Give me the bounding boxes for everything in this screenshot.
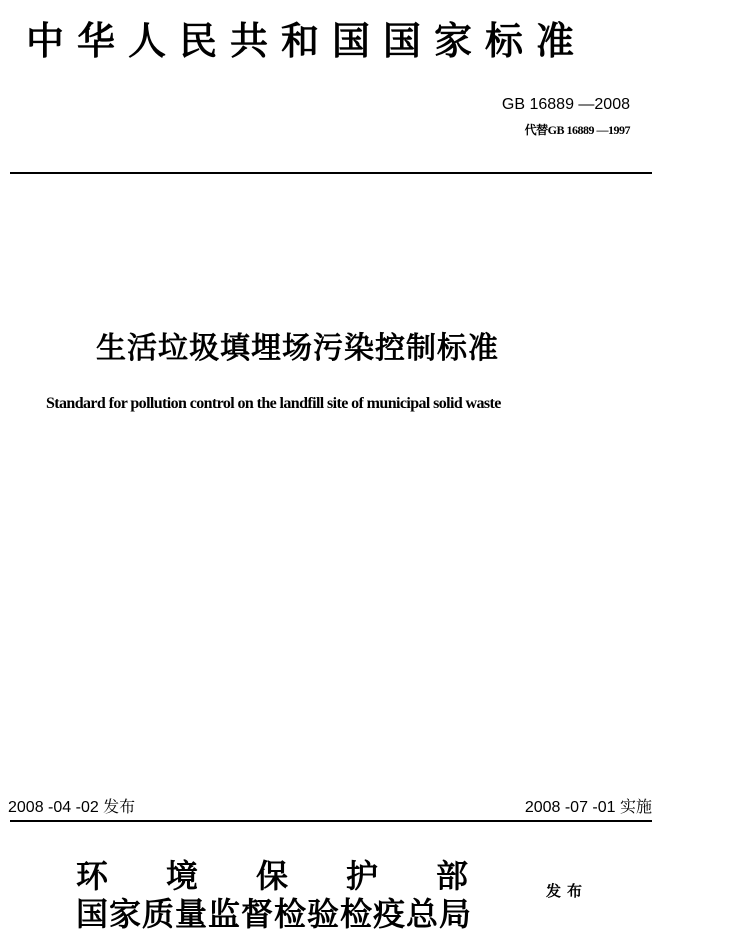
national-standard-title: 中华人民共和国国家标准 (26, 18, 588, 63)
issue-date: 2008 -04 -02 发布 (8, 799, 136, 816)
footer-divider (10, 820, 652, 822)
replaces-standard: 代替GB 16889 —1997 (524, 123, 630, 137)
header-divider (10, 172, 652, 174)
document-title-cn: 生活垃圾填埋场污染控制标准 (96, 331, 499, 366)
document-title-en: Standard for pollution control on the landfill site of municipal solid waste (46, 395, 501, 412)
publish-label: 发布 (546, 882, 589, 900)
issuer-aqsiq: 国家质量监督检验检疫总局 (76, 895, 473, 933)
implementation-date: 2008 -07 -01 实施 (524, 799, 652, 816)
standard-number: GB 16889 —2008 (501, 96, 630, 113)
issuer-ministry: 环境保护部 (76, 857, 527, 895)
